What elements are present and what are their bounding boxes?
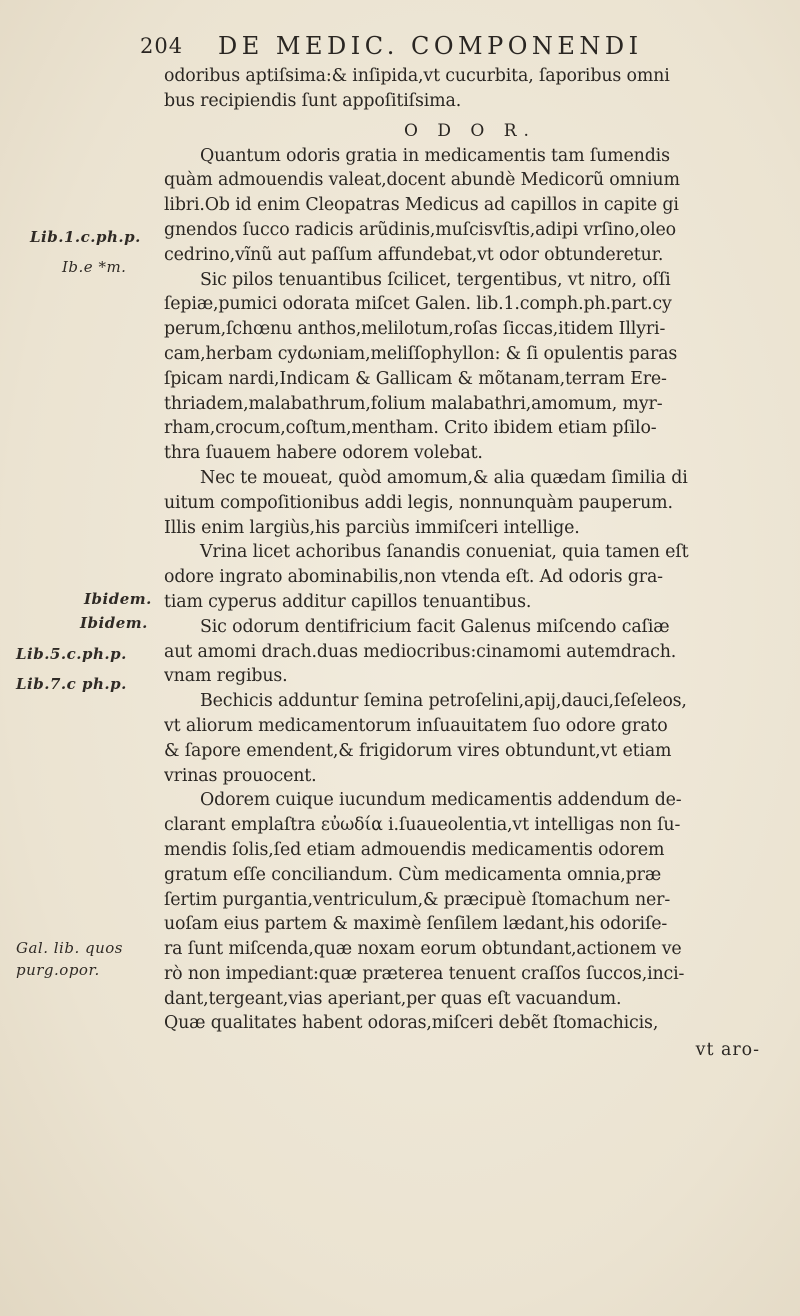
paragraph <box>164 144 776 466</box>
running-head: DE MEDIC. COMPONENDI <box>218 32 643 60</box>
text-line: vrinas prouocent. <box>164 765 317 786</box>
text-line: ra ſunt miſcenda,quæ noxam eorum obtundant,actionem ve <box>164 939 682 960</box>
text-line: Quantum odoris gratia in medicamentis tam ſumendis <box>200 145 670 166</box>
text-line: thriadem,malabathrum,folium malabathri,amomum, myr- <box>164 393 663 414</box>
margin-note: Ibidem. <box>80 614 148 632</box>
text-line: rò non impediant:quæ præterea tenuent craſſos ſuccos,inci- <box>164 963 685 984</box>
text-line: uitum compoſitionibus addi legis, nonnunquàm pauperum. <box>164 492 673 513</box>
text-line: cam,herbam cydωniam,meliſſophyllon: & ſi opulentis paras <box>164 343 678 364</box>
paragraph <box>164 788 776 1011</box>
text-line: dant,tergeant,vias aperiant,per quas eſt vacuandum. <box>164 988 622 1009</box>
margin-note: Ib.e *m. <box>62 258 127 276</box>
text-line: Bechicis adduntur ſemina petroſelini,apij,dauci,ſeſeleos, <box>200 691 687 712</box>
margin-note <box>16 937 123 981</box>
margin-note: Lib.1.c.ph.p. <box>30 228 141 246</box>
text-line: Odorem cuique iucundum medicamentis addendum de- <box>200 790 682 811</box>
text-line: vt aliorum medicamentorum inſuauitatem ſuo odore grato <box>164 715 668 736</box>
text-line: thra ſuauem habere odorem volebat. <box>164 443 483 464</box>
text-line: tiam cyperus additur capillos tenuantibus. <box>164 591 532 612</box>
text-line: libri.Ob id enim Cleopatras Medicus ad capillos in capite gi <box>164 195 679 216</box>
text-line: vnam regibus. <box>164 666 288 687</box>
margin-note: Lib.5.c.ph.p. <box>16 645 127 663</box>
text-line: aut amomi drach.duas mediocribus:cinamomi autemdrach. <box>164 641 677 662</box>
text-line: clarant emplaſtra εὐωδία i.ſuaueolentia,vt intelligas non ſu- <box>164 815 681 836</box>
text-line: Illis enim largiùs,his parciùs immiſceri intellige. <box>164 517 580 538</box>
section-heading: O D O R. <box>404 120 536 141</box>
text-line: rham,crocum,coſtum,mentham. Crito ibidem etiam pſilo- <box>164 418 657 439</box>
text-line: ſepiæ,pumici odorata miſcet Galen. lib.1.comph.ph.part.cy <box>164 294 672 315</box>
text-line: Nec te moueat, quòd amomum,& alia quædam ſimilia di <box>200 467 688 488</box>
text-line: quàm admouendis valeat,docent abundè Medicorũ omnium <box>164 170 680 191</box>
paragraph <box>164 64 776 114</box>
text-line: ſpicam nardi,Indicam & Gallicam & mõtanam,terram Ere- <box>164 368 667 389</box>
margin-note-line: Gal. lib. quos <box>16 939 123 957</box>
text-line: Sic pilos tenuantibus ſcilicet, tergentibus, vt nitro, oſſi <box>200 269 671 290</box>
text-line: mendis ſolis,ſed etiam admouendis medicamentis odorem <box>164 839 665 860</box>
text-line: Sic odorum dentifricium facit Galenus miſcendo caſiæ <box>200 616 670 637</box>
text-line: perum,ſchœnu anthos,melilotum,roſas ſiccas,itidem Illyri- <box>164 319 666 340</box>
margin-note: Lib.7.c ph.p. <box>16 675 127 693</box>
text-line: & ſapore emendent,& frigidorum vires obtundunt,vt etiam <box>164 740 672 761</box>
main-text <box>164 64 776 1064</box>
paragraph <box>164 615 776 689</box>
text-line: odore ingrato abominabilis,non vtenda eſt. Ad odoris gra- <box>164 567 663 588</box>
page-number: 204 <box>140 34 184 58</box>
paragraph <box>164 466 776 540</box>
text-line: gnendos ſucco radicis arũdinis,muſcisvſtis,adipi vrſino,oleo <box>164 219 676 240</box>
page-header <box>140 32 790 62</box>
text-line: gratum eſſe conciliandum. Cùm medicamenta omnia,præ <box>164 864 662 885</box>
paragraph <box>164 1011 776 1036</box>
margin-note-line: purg.opor. <box>16 961 100 979</box>
paragraph <box>164 689 776 788</box>
text-line: bus recipiendis ſunt appoſitiſsima. <box>164 90 462 111</box>
text-line: uoſam eius partem & maximè ſenſilem lædant,his odoriſe- <box>164 914 668 935</box>
text-line: ſertim purgantia,ventriculum,& præcipuè ſtomachum ner- <box>164 889 671 910</box>
catchword: vt aro- <box>695 1040 760 1061</box>
margin-note: Ibidem. <box>84 590 152 608</box>
text-line: odoribus aptiſsima:& inſipida,vt cucurbita, ſaporibus omni <box>164 66 670 86</box>
text-line: Quæ qualitates habent odoras,miſceri debẽt ſtomachicis, <box>164 1013 659 1034</box>
paragraph <box>164 540 776 614</box>
text-line: cedrino,vĩnũ aut paſſum affundebat,vt odor obtunderetur. <box>164 244 664 265</box>
text-line: Vrina licet achoribus ſanandis conueniat, quia tamen eſt <box>200 542 689 563</box>
